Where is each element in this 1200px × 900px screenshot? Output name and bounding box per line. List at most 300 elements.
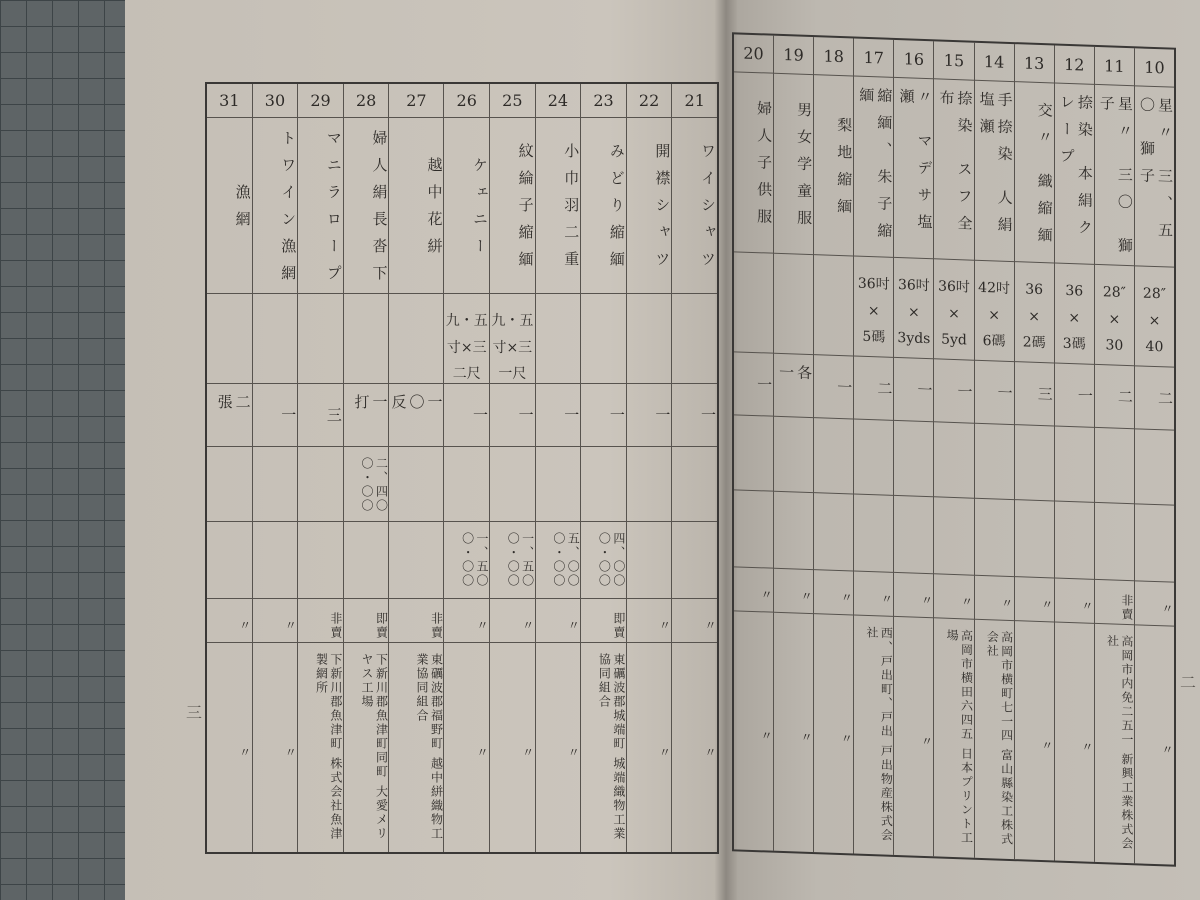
item-price bbox=[490, 447, 535, 522]
exhibitor bbox=[298, 643, 343, 852]
item-name bbox=[207, 118, 252, 294]
item-price bbox=[734, 415, 773, 491]
sale-status bbox=[1055, 579, 1094, 624]
item-quantity bbox=[854, 357, 893, 421]
item-size bbox=[389, 294, 443, 384]
item-number-text: 16 bbox=[903, 49, 925, 69]
item-quantity bbox=[627, 384, 672, 447]
item-name bbox=[344, 118, 389, 294]
item-number bbox=[207, 84, 252, 118]
item-number bbox=[975, 43, 1014, 82]
table-column bbox=[580, 84, 626, 852]
item-size-text: 42吋 × 6碼 bbox=[978, 279, 1010, 350]
item-name-text: マニラロープ bbox=[324, 129, 343, 292]
exhibitor-text: 〃 bbox=[520, 745, 535, 760]
exhibitor bbox=[672, 643, 717, 852]
sale-status-text: 〃 bbox=[759, 587, 774, 603]
item-quantity-text: 一 bbox=[653, 406, 672, 434]
item-name bbox=[814, 75, 853, 256]
item-price bbox=[389, 447, 443, 522]
item-quantity-text: 一打 bbox=[352, 394, 389, 421]
item-size-text: 36 × 3碼 bbox=[1062, 282, 1086, 353]
item-quantity-text: 二 bbox=[875, 379, 894, 408]
exhibitor bbox=[490, 643, 535, 852]
sale-status bbox=[1015, 577, 1054, 622]
item-number bbox=[627, 84, 672, 118]
item-name-text: 捺染 本絹クレープ bbox=[1057, 93, 1094, 247]
item-name-text: 漁網 bbox=[233, 183, 252, 238]
item-name bbox=[627, 118, 672, 294]
item-price-alt-text: 五、〇〇〇・〇〇 bbox=[551, 532, 581, 588]
sale-status bbox=[1095, 580, 1134, 625]
item-price-alt bbox=[581, 522, 626, 599]
item-price bbox=[894, 421, 933, 497]
sale-status-text: 即賣 bbox=[611, 611, 626, 640]
item-quantity bbox=[1135, 366, 1174, 430]
exhibitor bbox=[1015, 621, 1054, 860]
item-price bbox=[207, 447, 252, 522]
item-size bbox=[814, 255, 853, 356]
exhibitor bbox=[814, 614, 853, 853]
exhibitor-text: 〃 bbox=[759, 729, 774, 744]
cutting-mat-background bbox=[0, 0, 128, 900]
item-price bbox=[1135, 429, 1174, 505]
sale-status bbox=[536, 599, 581, 643]
item-name bbox=[298, 118, 343, 294]
item-price bbox=[1055, 427, 1094, 503]
item-name-text: 越中花絣 bbox=[425, 156, 444, 265]
item-number-text: 23 bbox=[593, 91, 614, 110]
item-quantity bbox=[298, 384, 343, 447]
item-name-text: 小巾羽二重 bbox=[562, 143, 581, 278]
item-price bbox=[1095, 428, 1134, 504]
item-number bbox=[672, 84, 717, 118]
item-size bbox=[975, 261, 1014, 362]
item-name bbox=[581, 118, 626, 294]
exhibitor-text: 東礪波郡福野町 越中絣織物工業協同組合 bbox=[415, 653, 444, 841]
item-quantity bbox=[207, 384, 252, 447]
item-price-alt bbox=[389, 522, 443, 599]
item-quantity bbox=[1095, 365, 1134, 429]
item-number-text: 26 bbox=[456, 91, 477, 110]
item-size bbox=[1015, 262, 1054, 363]
right-exhibit-table bbox=[732, 32, 1176, 867]
item-name bbox=[253, 118, 298, 294]
exhibitor bbox=[389, 643, 443, 852]
item-number-text: 30 bbox=[264, 91, 286, 110]
exhibitor-text: 〃 bbox=[283, 745, 298, 760]
item-size bbox=[490, 294, 535, 384]
sale-status bbox=[934, 574, 973, 619]
item-name-text: 紋綸子縮緬 bbox=[516, 143, 535, 278]
item-size bbox=[1055, 264, 1094, 365]
item-size bbox=[934, 259, 973, 360]
exhibitor bbox=[734, 611, 773, 850]
table-column bbox=[343, 84, 389, 852]
item-size-text: 36吋 × 5yd bbox=[938, 278, 970, 349]
item-price bbox=[627, 447, 672, 522]
item-number bbox=[1055, 46, 1094, 85]
table-column bbox=[443, 84, 489, 852]
exhibitor bbox=[344, 643, 389, 852]
table-column bbox=[773, 36, 813, 852]
table-column bbox=[1134, 48, 1174, 864]
table-column bbox=[297, 84, 343, 852]
item-name bbox=[672, 118, 717, 294]
sale-status-text: 〃 bbox=[703, 618, 717, 633]
item-number bbox=[894, 40, 933, 79]
sale-status bbox=[581, 599, 626, 643]
sale-status-text: 〃 bbox=[566, 618, 581, 633]
item-size bbox=[672, 294, 717, 384]
table-column bbox=[388, 84, 443, 852]
exhibitor-text: 下新川郡魚津町 株式会社魚津製網所 bbox=[314, 653, 343, 841]
item-number bbox=[253, 84, 298, 118]
item-price-text: 二、四〇〇・〇〇 bbox=[360, 457, 389, 513]
item-size bbox=[1095, 265, 1134, 366]
item-number bbox=[389, 84, 443, 118]
sale-status bbox=[627, 599, 672, 643]
item-name bbox=[1095, 85, 1134, 266]
item-quantity bbox=[490, 384, 535, 447]
item-name-text: 婦人絹長沓下 bbox=[370, 129, 389, 292]
item-price bbox=[774, 417, 813, 493]
item-name-text: 星〃 三〇 獅子 bbox=[1097, 95, 1134, 265]
item-price-alt bbox=[298, 522, 343, 599]
exhibitor bbox=[934, 618, 973, 857]
sale-status-text: 〃 bbox=[520, 618, 535, 633]
item-name bbox=[1135, 86, 1174, 267]
item-size bbox=[253, 294, 298, 384]
table-column bbox=[974, 43, 1014, 859]
exhibitor bbox=[894, 617, 933, 856]
item-size bbox=[444, 294, 489, 384]
item-name bbox=[490, 118, 535, 294]
item-number-text: 10 bbox=[1144, 57, 1165, 78]
item-price-alt bbox=[207, 522, 252, 599]
item-name-text: ワイシャツ bbox=[699, 143, 717, 278]
item-name bbox=[934, 79, 973, 260]
page-number-left: 三 bbox=[186, 703, 203, 722]
exhibitor-text: 〃 bbox=[1039, 738, 1054, 754]
sale-status bbox=[814, 570, 853, 615]
exhibitor-text: 高岡市横町七一四 富山縣染工株式会社 bbox=[985, 630, 1014, 847]
item-quantity bbox=[389, 384, 443, 447]
exhibitor-text: 〃 bbox=[237, 745, 252, 760]
sale-status bbox=[253, 599, 298, 643]
exhibitor bbox=[854, 616, 893, 855]
item-number bbox=[814, 37, 853, 76]
item-size bbox=[894, 258, 933, 359]
item-size bbox=[536, 294, 581, 384]
item-number bbox=[536, 84, 581, 118]
item-price-alt bbox=[672, 522, 717, 599]
item-price-alt bbox=[975, 499, 1014, 577]
exhibitor-text: 〃 bbox=[703, 745, 717, 760]
item-quantity-text: 三 bbox=[1035, 385, 1054, 413]
item-number bbox=[298, 84, 343, 118]
item-name-text: 梨地縮緬 bbox=[835, 116, 854, 225]
item-quantity bbox=[536, 384, 581, 447]
item-size-text: 28″ × 30 bbox=[1102, 284, 1126, 355]
table-column bbox=[1054, 45, 1094, 861]
item-quantity-text: 二張 bbox=[215, 394, 252, 421]
item-name-text: ケェニー bbox=[471, 156, 490, 265]
item-name bbox=[1015, 82, 1054, 263]
item-quantity-text: 一 bbox=[755, 375, 774, 404]
sale-status-text: 〃 bbox=[919, 593, 934, 608]
item-price bbox=[814, 418, 853, 494]
table-column bbox=[933, 41, 973, 857]
item-size bbox=[1135, 266, 1174, 367]
item-quantity bbox=[444, 384, 489, 447]
exhibitor bbox=[444, 643, 489, 852]
item-quantity-text: 一 bbox=[279, 406, 298, 434]
item-price bbox=[536, 447, 581, 522]
item-name-text: 星〃 三、五〇 獅子 bbox=[1138, 96, 1174, 250]
item-price-alt bbox=[344, 522, 389, 599]
item-size bbox=[207, 294, 252, 384]
item-quantity-text: 各一 bbox=[777, 363, 814, 393]
item-price bbox=[444, 447, 489, 522]
item-name bbox=[1055, 84, 1094, 265]
item-name bbox=[734, 72, 773, 253]
item-number-text: 22 bbox=[638, 91, 660, 110]
item-quantity-text: 一 bbox=[915, 381, 934, 409]
item-price-alt bbox=[490, 522, 535, 599]
table-column bbox=[1094, 47, 1134, 863]
item-number-text: 14 bbox=[983, 52, 1005, 72]
item-quantity-text: 二 bbox=[1156, 389, 1174, 418]
item-quantity-text: 一 bbox=[471, 406, 490, 434]
sale-status bbox=[344, 599, 389, 643]
item-quantity-text: 一 bbox=[607, 406, 626, 434]
item-quantity-text: 一 bbox=[562, 406, 581, 434]
sale-status-text: 〃 bbox=[1079, 598, 1094, 614]
item-price-alt bbox=[854, 495, 893, 573]
item-number-text: 17 bbox=[863, 47, 884, 68]
item-price bbox=[672, 447, 717, 522]
item-price bbox=[298, 447, 343, 522]
table-column bbox=[853, 38, 893, 854]
table-column bbox=[252, 84, 298, 852]
item-size-text: 36吋 × 3yds bbox=[897, 277, 931, 348]
item-size bbox=[734, 252, 773, 353]
exhibitor bbox=[253, 643, 298, 852]
exhibitor-text: 〃 bbox=[657, 745, 672, 760]
item-price-alt bbox=[814, 493, 853, 571]
sale-status-text: 〃 bbox=[475, 618, 490, 633]
sale-status bbox=[774, 569, 813, 614]
item-name-text: 縮緬、朱子縮緬 bbox=[857, 86, 894, 250]
table-column bbox=[734, 34, 773, 850]
item-quantity bbox=[672, 384, 717, 447]
table-column bbox=[813, 37, 853, 853]
item-number-text: 25 bbox=[502, 91, 523, 110]
sale-status bbox=[894, 573, 933, 618]
exhibitor-text: 西、戸出町、戸出 戸出物産株式会社 bbox=[864, 625, 894, 843]
item-number bbox=[734, 34, 773, 73]
item-price-alt bbox=[1095, 503, 1134, 581]
sale-status-text: 非賣 bbox=[328, 611, 343, 640]
item-size-text: 36 × 2碼 bbox=[1022, 281, 1046, 352]
item-number bbox=[444, 84, 489, 118]
item-price-alt bbox=[1135, 504, 1174, 582]
exhibitor bbox=[1135, 625, 1174, 864]
table-column bbox=[535, 84, 581, 852]
item-quantity-text: 一 bbox=[955, 382, 974, 411]
item-quantity bbox=[1015, 362, 1054, 426]
item-size bbox=[344, 294, 389, 384]
item-quantity-text: 一 bbox=[1075, 386, 1094, 415]
sale-status bbox=[490, 599, 535, 643]
item-name bbox=[894, 78, 933, 259]
sale-status-text: 〃 bbox=[799, 589, 814, 604]
sale-status bbox=[389, 599, 443, 643]
item-number-text: 29 bbox=[310, 91, 331, 110]
item-price bbox=[1015, 425, 1054, 501]
item-size-text: 九・五寸×三二尺 bbox=[445, 313, 488, 383]
item-size bbox=[581, 294, 626, 384]
sale-status-text: 〃 bbox=[283, 618, 298, 633]
item-number bbox=[344, 84, 389, 118]
sale-status bbox=[444, 599, 489, 643]
item-price-alt bbox=[894, 496, 933, 574]
sale-status-text: 即賣 bbox=[374, 611, 389, 640]
item-number bbox=[490, 84, 535, 118]
item-number-text: 20 bbox=[743, 43, 764, 64]
item-name bbox=[975, 81, 1014, 262]
page-number-right: 二 bbox=[1180, 673, 1197, 692]
item-price-alt bbox=[253, 522, 298, 599]
item-quantity-text: 一〇反 bbox=[389, 394, 444, 421]
table-column bbox=[893, 40, 933, 856]
item-name-text: 捺染 スフ全布 bbox=[937, 89, 974, 243]
item-size bbox=[774, 254, 813, 355]
item-quantity bbox=[344, 384, 389, 447]
item-number-text: 28 bbox=[355, 91, 377, 110]
exhibitor-text: 〃 bbox=[1079, 740, 1094, 755]
item-name-text: 開襟シャツ bbox=[653, 143, 672, 278]
item-number bbox=[1135, 48, 1174, 87]
sale-status-text: 〃 bbox=[237, 618, 252, 633]
item-quantity-text: 一 bbox=[699, 406, 717, 434]
exhibitor bbox=[536, 643, 581, 852]
item-name-text: トワイン漁網 bbox=[279, 129, 298, 292]
sale-status bbox=[207, 599, 252, 643]
exhibitor-text: 〃 bbox=[475, 745, 490, 760]
item-number bbox=[774, 36, 813, 75]
sale-status-text: 非賣 bbox=[1119, 593, 1134, 622]
item-name-text: 手捺染 人絹塩瀬 bbox=[977, 90, 1014, 244]
sale-status-text: 〃 bbox=[1160, 601, 1174, 617]
exhibitor-text: 高岡市横田六四五 日本プリント工場 bbox=[945, 628, 974, 846]
item-price-alt bbox=[536, 522, 581, 599]
item-quantity bbox=[975, 361, 1014, 425]
item-price-alt-text: 四、〇〇〇・〇〇 bbox=[597, 532, 626, 588]
item-price-alt-text: 一、五〇〇・〇〇 bbox=[460, 532, 490, 588]
item-quantity-text: 一 bbox=[995, 383, 1014, 412]
exhibitor bbox=[581, 643, 626, 852]
item-number-text: 19 bbox=[783, 45, 804, 65]
sale-status bbox=[854, 572, 893, 617]
item-quantity-text: 三 bbox=[324, 406, 343, 434]
exhibitor bbox=[207, 643, 252, 852]
exhibitor-text: 下新川郡魚津町同町 大愛メリヤス工場 bbox=[360, 653, 389, 841]
item-quantity-text: 一 bbox=[516, 406, 535, 434]
exhibitor-text: 〃 bbox=[839, 731, 854, 747]
sale-status bbox=[298, 599, 343, 643]
item-price bbox=[934, 422, 973, 498]
table-column bbox=[207, 84, 252, 852]
item-quantity bbox=[1055, 364, 1094, 428]
item-price-alt bbox=[1055, 502, 1094, 580]
exhibitor bbox=[627, 643, 672, 852]
sale-status bbox=[672, 599, 717, 643]
exhibitor bbox=[774, 613, 813, 852]
item-number-text: 18 bbox=[823, 46, 844, 67]
item-price-alt bbox=[774, 492, 813, 570]
item-quantity bbox=[814, 355, 853, 419]
exhibitor-text: 〃 bbox=[799, 730, 814, 746]
item-number bbox=[854, 39, 893, 78]
item-name bbox=[774, 74, 813, 255]
item-number-text: 13 bbox=[1023, 53, 1045, 74]
sale-status bbox=[1135, 581, 1174, 626]
item-name bbox=[536, 118, 581, 294]
table-column bbox=[1014, 44, 1054, 860]
exhibitor-text: 高岡市内免二五一 新興工業株式会社 bbox=[1105, 634, 1134, 852]
sale-status-text: 非賣 bbox=[429, 611, 444, 640]
exhibitor bbox=[1095, 624, 1134, 863]
item-quantity bbox=[934, 359, 973, 423]
item-size-text: 九・五寸×三一尺 bbox=[491, 313, 534, 383]
sale-status-text: 〃 bbox=[959, 594, 974, 610]
item-price-alt bbox=[1015, 500, 1054, 578]
item-number-text: 24 bbox=[547, 91, 569, 110]
sale-status-text: 〃 bbox=[879, 591, 894, 607]
table-column bbox=[626, 84, 672, 852]
exhibitor bbox=[975, 620, 1014, 859]
item-number bbox=[581, 84, 626, 118]
item-size bbox=[854, 257, 893, 358]
item-number-text: 31 bbox=[219, 91, 240, 110]
item-name bbox=[854, 77, 893, 258]
item-name bbox=[444, 118, 489, 294]
item-price-alt bbox=[627, 522, 672, 599]
table-column bbox=[489, 84, 535, 852]
sale-status-text: 〃 bbox=[839, 590, 854, 605]
item-number-text: 27 bbox=[406, 91, 427, 110]
item-number-text: 12 bbox=[1064, 54, 1085, 75]
item-name-text: 〃 マデサ塩瀬 bbox=[897, 88, 934, 242]
item-quantity bbox=[894, 358, 933, 422]
exhibitor-text: 〃 bbox=[1160, 743, 1174, 758]
item-size bbox=[627, 294, 672, 384]
item-name-text: 婦人子供服 bbox=[755, 100, 774, 236]
exhibitor-text: 〃 bbox=[566, 745, 581, 760]
item-price bbox=[854, 420, 893, 496]
item-name bbox=[389, 118, 443, 294]
item-number bbox=[1095, 47, 1134, 86]
item-size-text: 36吋 × 5碼 bbox=[857, 275, 890, 346]
item-name-text: 交〃 織縮緬 bbox=[1035, 101, 1054, 254]
sale-status-text: 〃 bbox=[1039, 597, 1054, 612]
item-quantity bbox=[734, 352, 773, 416]
exhibitor bbox=[1055, 623, 1094, 862]
item-size bbox=[298, 294, 343, 384]
sale-status bbox=[734, 567, 773, 612]
